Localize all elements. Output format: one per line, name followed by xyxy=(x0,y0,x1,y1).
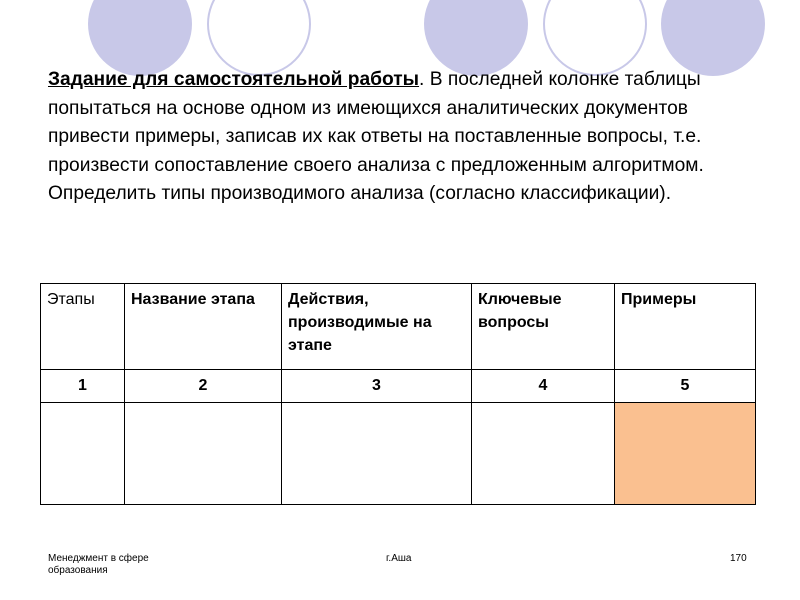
header-actions: Действия, производимые на этапе xyxy=(282,284,472,370)
number-cell-3: 3 xyxy=(282,370,472,403)
decor-circle-5 xyxy=(661,0,765,76)
header-key-questions: Ключевые вопросы xyxy=(472,284,615,370)
empty-cell-1 xyxy=(41,403,125,505)
number-cell-1: 1 xyxy=(41,370,125,403)
footer-left xyxy=(48,553,149,577)
task-text xyxy=(48,66,758,209)
number-cell-4: 4 xyxy=(472,370,615,403)
decor-circle-3 xyxy=(424,0,528,76)
footer-left-line1: Менеджмент в сфере xyxy=(48,553,149,564)
table-header-row xyxy=(41,284,756,370)
decor-circle-1 xyxy=(88,0,192,76)
table-empty-row xyxy=(41,403,756,505)
header-stage-name: Название этапа xyxy=(125,284,282,370)
task-body: . В последней колонке таблицы попытаться на основе одном из имеющихся аналитических документов привести примеры, записав их как ответы на поставленные вопросы, т.е. произвести сопоставление своего анализа с предложенным алгоритмом. Определить типы производимого анализа (согласно классификации). xyxy=(48,69,704,205)
empty-cell-3 xyxy=(282,403,472,505)
number-cell-5: 5 xyxy=(615,370,756,403)
header-examples: Примеры xyxy=(615,284,756,370)
decor-circle-4 xyxy=(543,0,647,76)
number-cell-2: 2 xyxy=(125,370,282,403)
table-number-row xyxy=(41,370,756,403)
footer-left-line2: образования xyxy=(48,565,108,576)
stages-table xyxy=(40,283,756,505)
decor-circle-2 xyxy=(207,0,311,76)
header-stages: Этапы xyxy=(41,284,125,370)
footer-center: г.Аша xyxy=(386,553,412,564)
examples-highlight-cell xyxy=(615,403,756,505)
page-number: 170 xyxy=(730,553,747,564)
empty-cell-4 xyxy=(472,403,615,505)
empty-cell-2 xyxy=(125,403,282,505)
task-title: Задание для самостоятельной работы xyxy=(48,69,420,90)
